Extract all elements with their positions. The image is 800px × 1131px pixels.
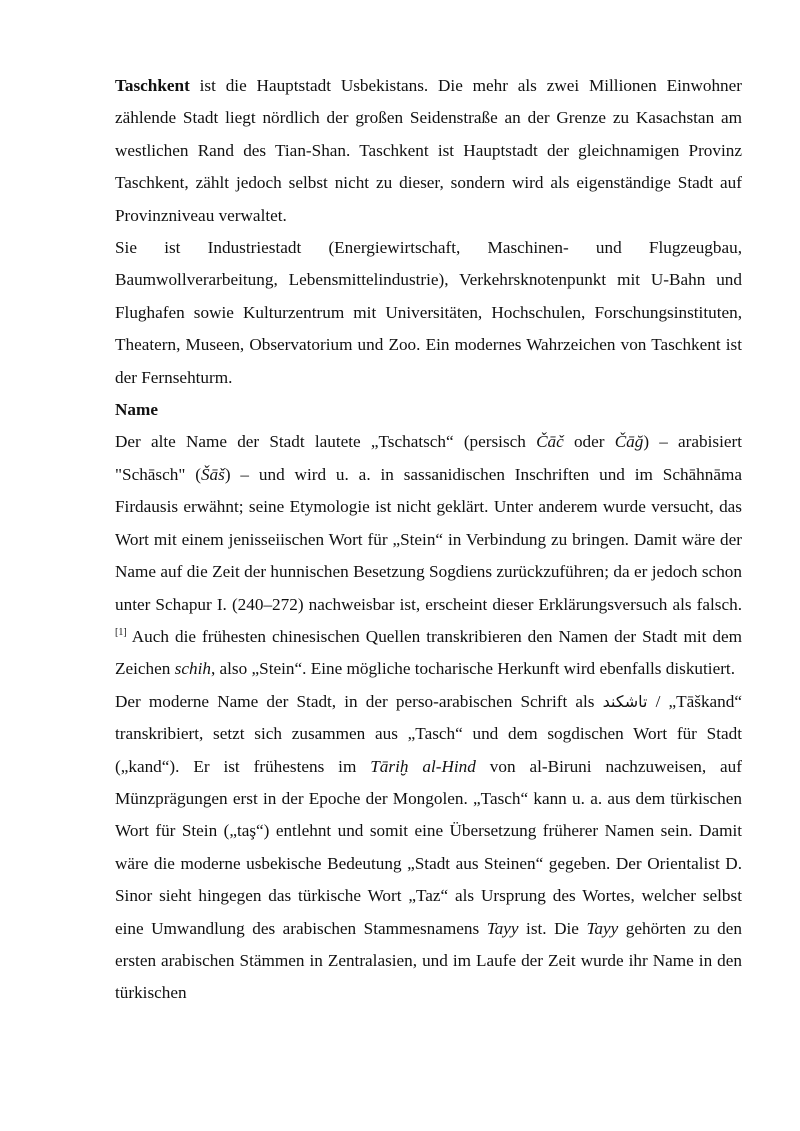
paragraph-modern-name	[115, 686, 742, 1010]
text-run: / „Tāškand“ transkribiert, setzt sich zusammen aus „Tasch“ und dem sogdischen Wort für Stadt („kand“). Er ist frühestens im	[115, 691, 742, 776]
footnote-reference[interactable]: [1]	[115, 626, 127, 638]
italic-term: Čāğ	[614, 432, 644, 452]
text-run: Der moderne Name der Stadt, in der perso-arabischen Schrift als	[115, 691, 603, 711]
text-run: Auch die frühesten chinesischen Quellen transkribieren den Namen der Stadt mit dem Zeichen	[115, 626, 742, 679]
paragraph-intro	[115, 70, 742, 232]
italic-term: Tayy	[586, 918, 619, 938]
paragraph-industry	[115, 232, 742, 394]
text-run: ) – und wird u. a. in sassanidischen Inschriften und im Schāhnāma Firdausis erwähnt; seine Etymologie ist nicht geklärt. Unter anderem wurde versucht, das Wort mit einem jenisseiischen Wort für „Stein“ in Verbindung zu bringen. Damit wäre der Name auf die Zeit der hunnischen Besetzung Sogdiens zurückzuführen; da er jedoch schon unter Schapur I. (240–272) nachweisbar ist, erscheint dieser Erklärungsversuch als falsch.	[115, 464, 742, 614]
section-heading-name: Name	[115, 400, 158, 420]
text-run: ist. Die	[518, 918, 587, 938]
italic-title: Tāriḫ al-Hind	[370, 756, 476, 776]
text-run: oder	[563, 432, 615, 452]
arabic-script-name: تاشکند	[602, 691, 648, 711]
italic-term: schih	[174, 659, 211, 679]
text-run: gehörten zu den ersten arabischen Stämmen in Zentralasien, und im Laufe der Zeit wurde ihr Name in den türkischen	[115, 918, 742, 1003]
italic-term: Čāč	[536, 432, 564, 452]
document-page	[115, 70, 742, 1010]
text-run: von al-Biruni nachzuweisen, auf Münzprägungen erst in der Epoche der Mongolen. „Tasch“ kann u. a. aus dem türkischen Wort für Stein („taş“) entlehnt und somit eine Übersetzung früherer Namen sein. Damit wäre die moderne usbekische Bedeutung „Stadt aus Steinen“ gegeben. Der Orientalist D. Sinor sieht hingegen das türkische Wort „Taz“ als Ursprung des Wortes, welcher selbst eine Umwandlung des arabischen Stammesnamens	[115, 756, 742, 938]
paragraph-old-name	[115, 426, 742, 685]
paragraph-intro-text: ist die Hauptstadt Usbekistans. Die mehr als zwei Millionen Einwohner zählende Stadt liegt nördlich der großen Seidenstraße an der Grenze zu Kasachstan am westlichen Rand des Tian-Shan. Taschkent ist Hauptstadt der gleichnamigen Provinz Taschkent, zählt jedoch selbst nicht zu dieser, sondern wird als eigenständige Stadt auf Provinzniveau verwaltet.	[115, 76, 742, 225]
text-run: ) – arabisiert "Schāsch" (	[115, 432, 742, 484]
bold-term-taschkent: Taschkent	[115, 76, 190, 95]
text-run: Der alte Name der Stadt lautete „Tschatsch“ (persisch	[115, 432, 537, 452]
text-run: , also „Stein“. Eine mögliche tocharische Herkunft wird ebenfalls diskutiert.	[210, 659, 735, 679]
italic-term: Tayy	[486, 918, 519, 938]
paragraph-industry-text: Sie ist Industriestadt (Energiewirtschaft, Maschinen- und Flugzeugbau, Baumwollverarbeitung, Lebensmittelindustrie), Verkehrsknotenpunkt mit U-Bahn und Flughafen sowie Kulturzentrum mit Universitäten, Hochschulen, Forschungsinstituten, Theatern, Museen, Observatorium und Zoo. Ein modernes Wahrzeichen von Taschkent ist der Fernsehturm.	[115, 238, 742, 387]
italic-term: Šāš	[200, 464, 225, 484]
